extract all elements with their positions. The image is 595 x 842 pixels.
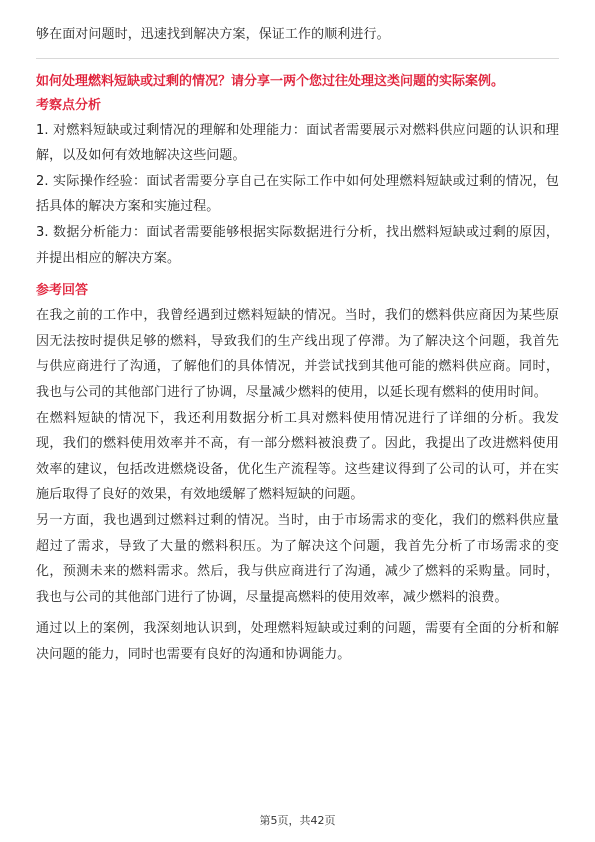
answer-paragraph: 在我之前的工作中，我曾经遇到过燃料短缺的情况。当时，我们的燃料供应商因为某些原因无法按时提供足够的燃料，导致我们的生产线出现了停滞。为了解决这个问题，我首先与供应商进行了沟通，了解他们的具体情况，并尝试找到其他可能的燃料供应商。同时，我也与公司的其他部门进行了协调，尽量减少燃料的使用，以延长现有燃料的使用时间。	[36, 308, 559, 400]
page-content	[36, 22, 559, 667]
analysis-point: 2. 实际操作经验：面试者需要分享自己在实际工作中如何处理燃料短缺或过剩的情况，包括具体的解决方案和实施过程。	[36, 173, 559, 215]
analysis-heading: 考察点分析	[36, 97, 102, 113]
analysis-point: 1. 对燃料短缺或过剩情况的理解和处理能力：面试者需要展示对燃料供应问题的认识和理解，以及如何有效地解决这些问题。	[36, 122, 559, 164]
answer-paragraph: 另一方面，我也遇到过燃料过剩的情况。当时，由于市场需求的变化，我们的燃料供应量超过了需求，导致了大量的燃料积压。为了解决这个问题，我首先分析了市场需求的变化，预测未来的燃料需求。然后，我与供应商进行了沟通，减少了燃料的采购量。同时，我也与公司的其他部门进行了协调，尽量提高燃料的使用效率，减少燃料的浪费。	[36, 512, 559, 605]
divider	[36, 58, 559, 59]
intro-line: 够在面对问题时，迅速找到解决方案，保证工作的顺利进行。	[36, 27, 390, 42]
answer-heading: 参考回答	[36, 283, 89, 299]
page-number: 第5页，共42页	[259, 814, 336, 827]
answer-paragraph: 在燃料短缺的情况下，我还利用数据分析工具对燃料使用情况进行了详细的分析。我发现，我们的燃料使用效率并不高，有一部分燃料被浪费了。因此，我提出了改进燃料使用效率的建议，包括改进燃烧设备，优化生产流程等。这些建议得到了公司的认可，并在实施后取得了良好的效果，有效地缓解了燃料短缺的问题。	[36, 410, 559, 503]
analysis-point: 3. 数据分析能力：面试者需要能够根据实际数据进行分析，找出燃料短缺或过剩的原因，并提出相应的解决方案。	[36, 224, 559, 266]
answer-conclusion: 通过以上的案例，我深刻地认识到，处理燃料短缺或过剩的问题，需要有全面的分析和解决问题的能力，同时也需要有良好的沟通和协调能力。	[36, 621, 559, 662]
question-title: 如何处理燃料短缺或过剩的情况？请分享一两个您过往处理这类问题的实际案例。	[36, 73, 505, 89]
